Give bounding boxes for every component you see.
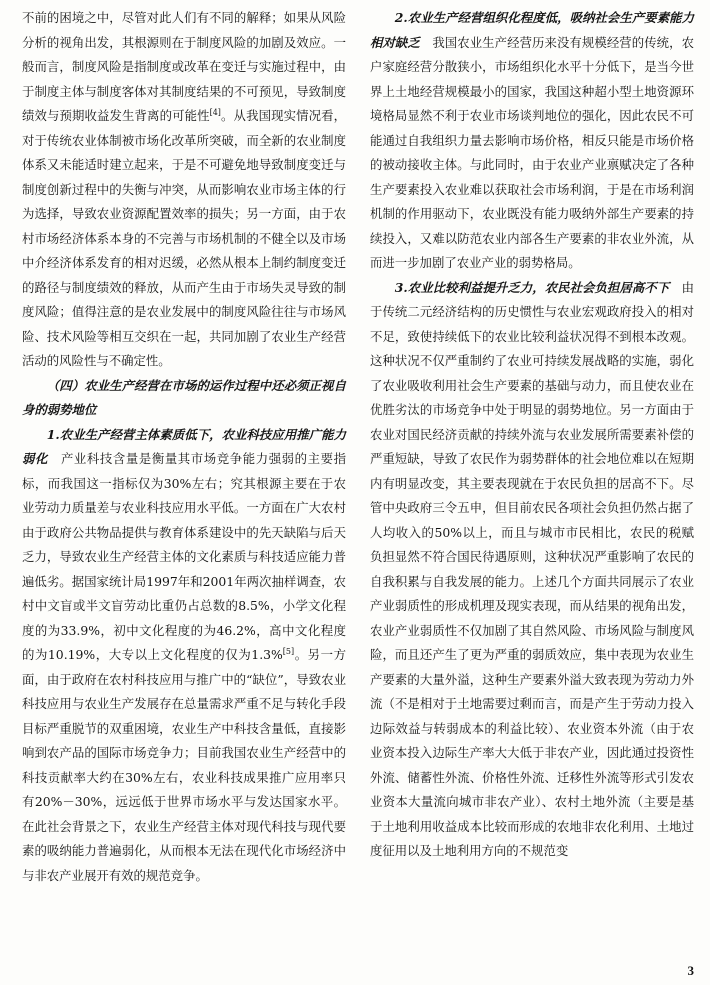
citation-ref-5: [5] [282, 646, 295, 656]
paragraph-subsection-2: 2.农业生产经营组织化程度低，吸纳社会生产要素能力相对缺乏 我国农业生产经营历来没有规模经营的传统，农户家庭经营分散狭小，市场组织化水平十分低下，是当今世界上土地经营规模最小的国家，我国这种超小型土地资源环境格局显然不利于农业市场谈判地位的强化，因此农民不可能通过自我组织力量去影响市场价格，相反只能是市场价格的被动接收主体。与此同时，由于农业产业禀赋决定了各种生产要素投入农业难以获取社会市场利润，于是在市场利润机制的作用驱动下，农业既没有能力吸纳外部生产要素的持续投入，又难以防范农业内部各生产要素的非农业外流，从而进一步加剧了农业产业的弱势格局。 [370, 10, 695, 270]
right-column [370, 6, 694, 864]
paragraph-subsection-3: 3.农业比较利益提升乏力，农民社会负担居高不下 由于传统二元经济结构的历史惯性与农业宏观政府投入的相对不足，致使持续低下的农业比较利益状况得不到根本改观。这种状况不仅严重制约了农业可持续发展战略的实施，弱化了农业吸收利用社会生产要素的基础与动力，而且使农业在优胜劣汰的市场竞争中处于明显的弱势地位。另一方面由于农业对国民经济贡献的持续外流与农业发展所需要素补偿的严重短缺，导致了农民作为弱势群体的社会地位难以在短期内有明显改变，其主要表现就在于农民负担的居高不下。尽管中央政府三令五申，但目前农民各项社会负担仍然占据了人均收入的50%以上，而且与城市市民相比，农民的税赋负担显然不符合国民待遇原则，这种状况严重影响了农民的自我积累与自我发展的能力。上述几个方面共同展示了农业产业弱质性的形成机理及现实表现，而从结果的视角出发，农业产业弱质性不仅加剧了其自然风险、市场风险与制度风险，而且还产生了更为严重的弱质效应，集中表现为农业生产要素的大量外溢，这种生产要素外溢大致表现为劳动力外流（不是相对于土地需要过剩而言，而是产生于劳动力投入边际效益与转弱成本的利益比较）、农业资本外流（由于农业资本投入边际生产率大大低于非农产业，因此通过投资性外流、储蓄性外流、价格性外流、迁移性外流等形式引发农业资本大量流向城市非农产业）、农村土地外流（主要是基于土地利用收益成本比较而形成的农地非农化利用、土地过度征用以及土地利用方向的不规范变 [370, 279, 695, 858]
subsection-heading-1: 1.农业生产经营主体素质低下，农业科技应用推广能力弱化 [22, 426, 346, 466]
citation-ref-4: [4] [209, 107, 221, 117]
paragraph-institutional-risk: 不前的困境之中，尽管对此人们有不同的解释；如果从风险分析的视角出发，其根源则在于制度风险的加剧及效应。一般而言，制度风险是指制度或改革在变迁与实施过程中，由于制度主体与制度客体对其制度结果的不可预见，导致制度绩效与预期收益发生背离的可能性[4]。从我国现实情况看，对于传统农业体制被市场化改革所突破，而全新的农业制度体系又未能适时建立起来，于是不可避免地导致制度变迁与制度创新过程中的失衡与冲突，从而影响农业市场主体的行为选择，导致农业资源配置效率的损失；另一方面，由于农村市场经济体系本身的不完善与市场机制的不健全以及市场中介经济体系发育的相对迟缓，必然从根本上制约制度变迁的路径与制度绩效的释放，从而产生由于市场失灵导致的制度风险；值得注意的是农业发展中的制度风险往往与市场风险、技术风险等相互交织在一起，共同加剧了农业生产经营活动的风险性与不确定性。 [22, 10, 346, 368]
subsection-heading-2: 2.农业生产经营组织化程度低，吸纳社会生产要素能力相对缺乏 [370, 10, 694, 50]
subsection-heading-3: 3.农业比较利益提升乏力，农民社会负担居高不下 [394, 279, 670, 295]
page-number: 3 [687, 963, 694, 978]
paragraph-subsection-1: 1.农业生产经营主体素质低下，农业科技应用推广能力弱化 产业科技含量是衡量其市场竞争能力强弱的主要指标，而我国这一指标仅为30%左右；究其根源主要在于农业劳动力质量差与农业科技应用水平低。一方面在广大农村由于政府公共物品提供与教育体系建设中的先天缺陷与后天乏力，导致农业生产经营主体的文化素质与科技适应能力普遍低劣。据国家统计局1997年和2001年两次抽样调查，农村中文盲或半文盲劳动比重仍占总数的8.5%，小学文化程度的为33.9%，初中文化程度的为46.2%，高中文化程度的为10.19%，大专以上文化程度的仅为1.3%[5]。另一方面，由于政府在农村科技应用与推广中的“缺位”，导致农业科技应用与农业生产发展存在总量需求严重不足与转化手段目标严重脱节的双重困境，农业生产中科技含量低，直接影响到农产品的国际市场竞争力；目前我国农业生产经营中的科技贡献率大约在30%左右，农业科技成果推广应用率只有20%－30%，远远低于世界市场水平与发达国家水平。在此社会背景之下，农业生产经营主体对现代科技与现代要素的吸纳能力普遍弱化，从而根本无法在现代化市场经济中与非农产业展开有效的规范竞争。 [22, 426, 347, 883]
left-column [22, 6, 346, 888]
section-heading-4: （四）农业生产经营在市场的运作过程中还必须正视自身的弱势地位 [22, 377, 346, 417]
